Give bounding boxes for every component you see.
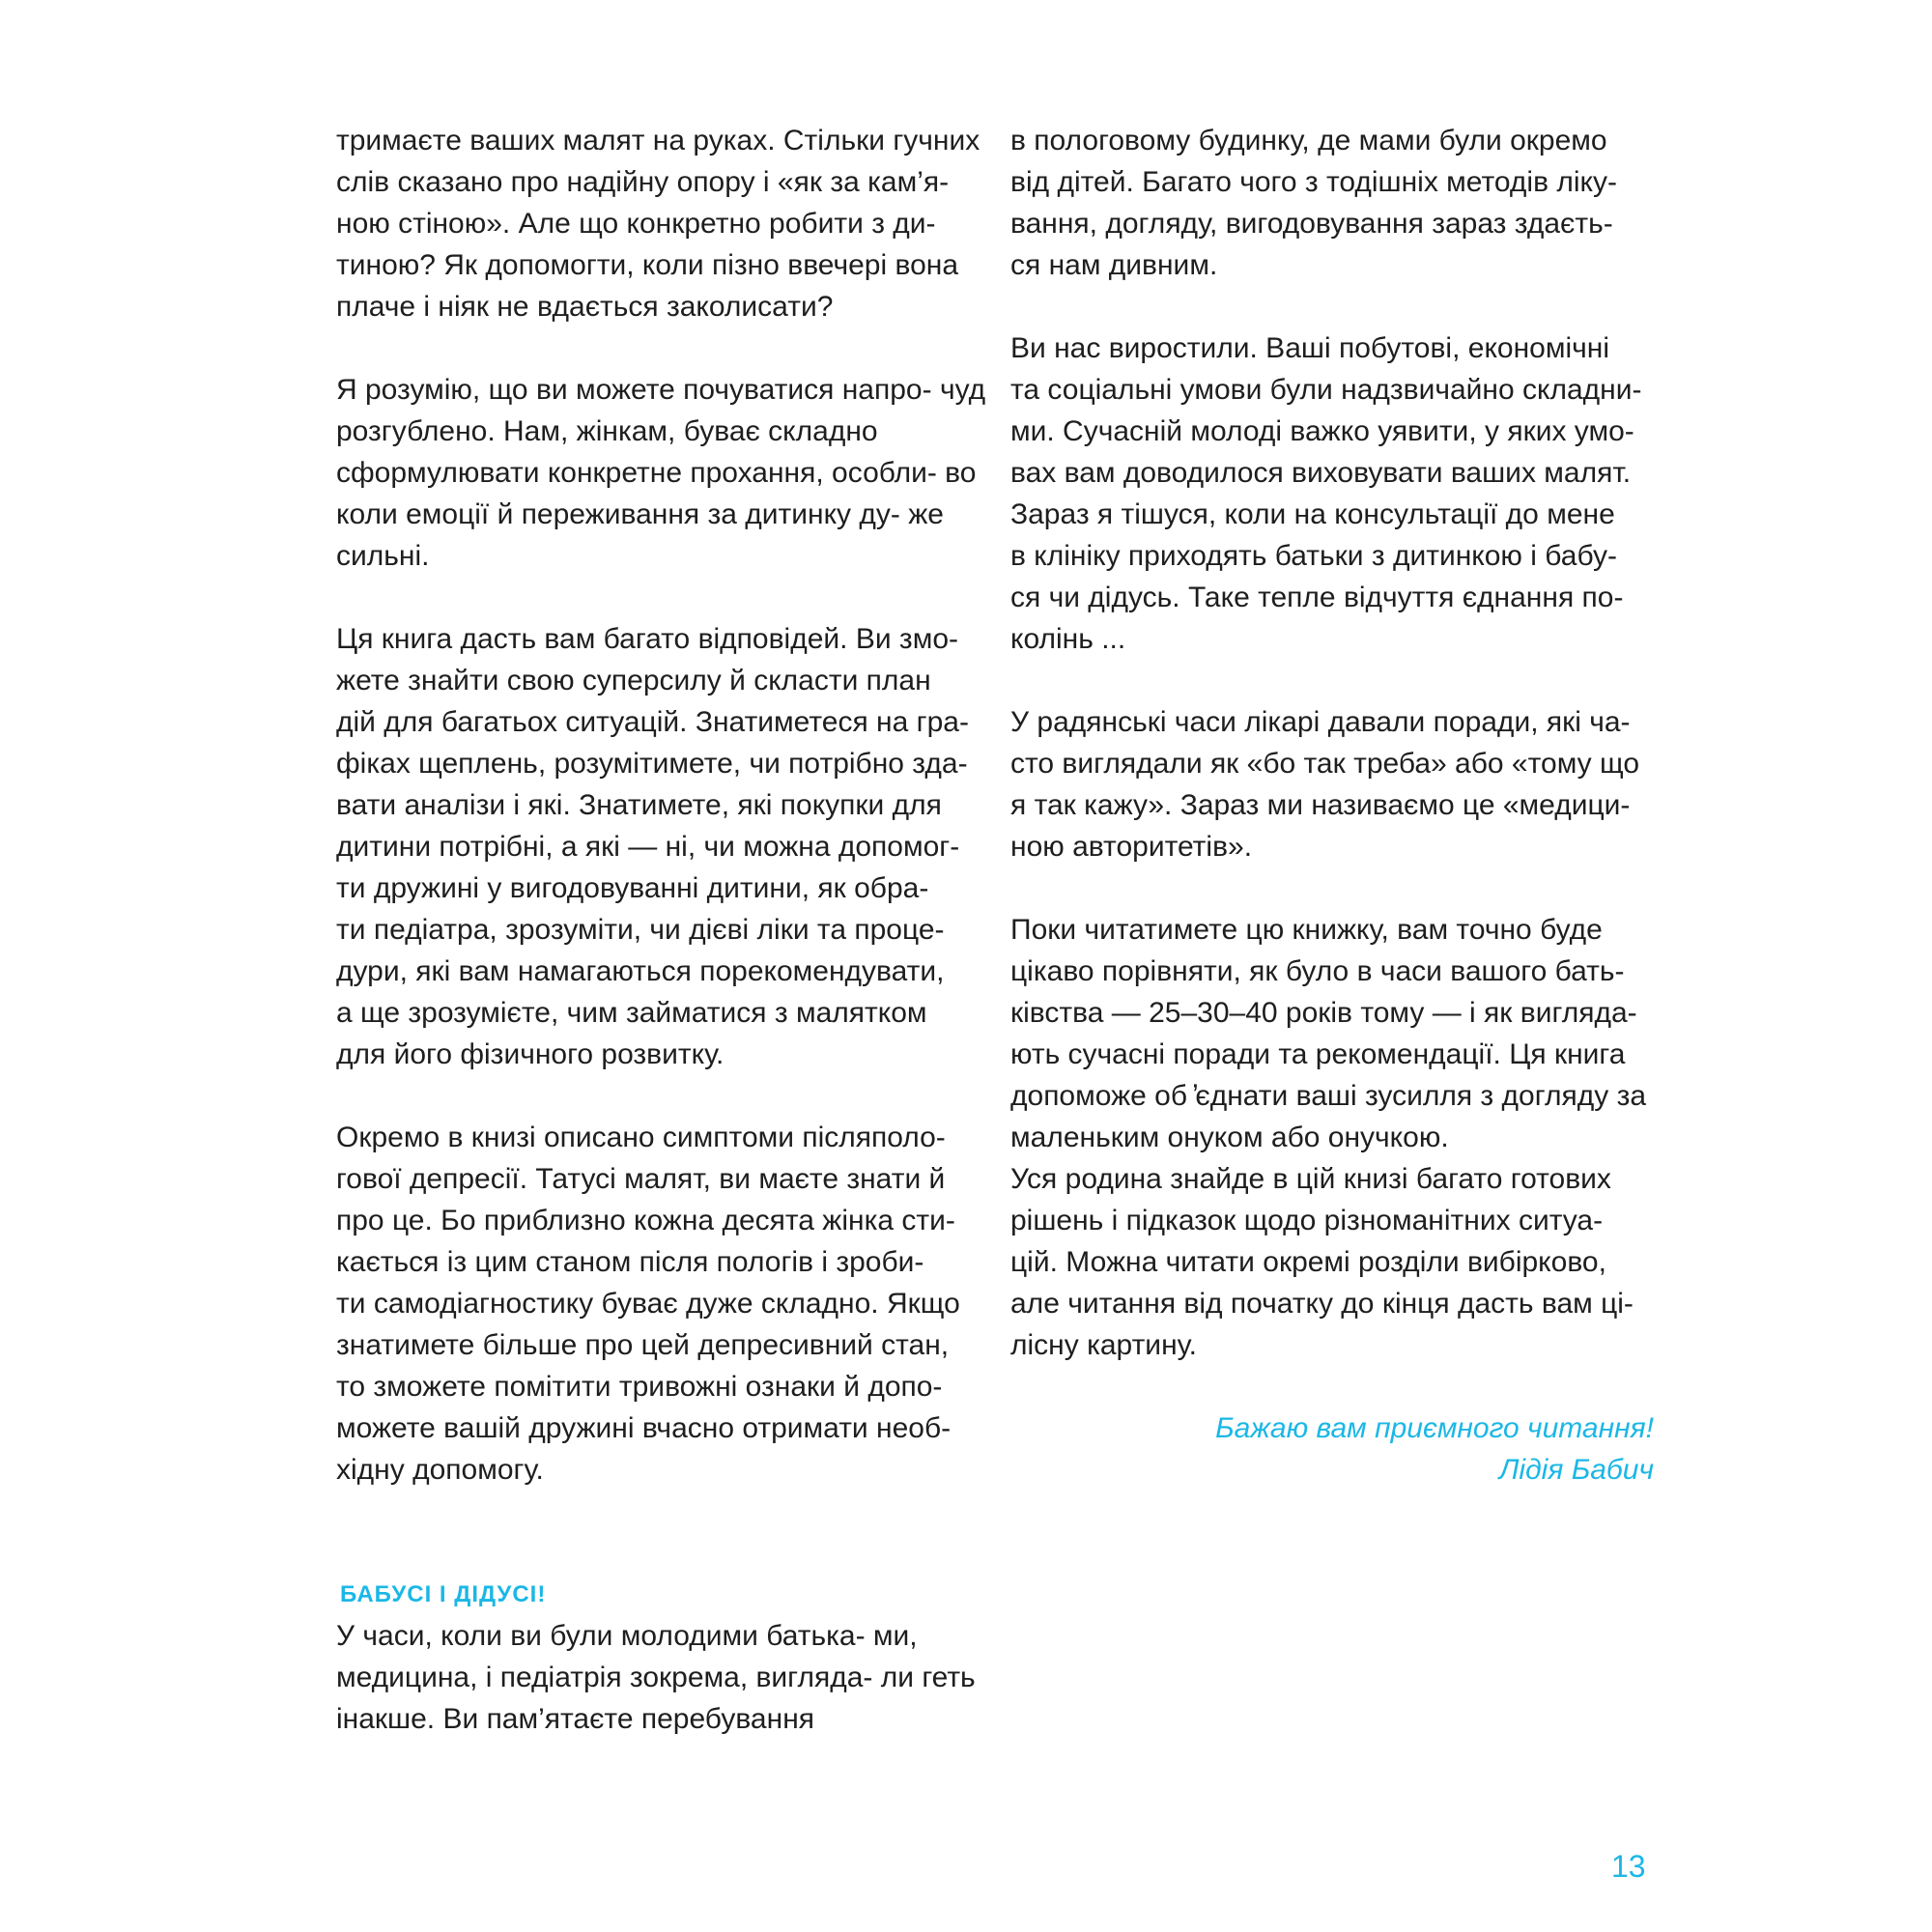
- text-line: а ще зрозумієте, чим займатися з малятком: [336, 997, 927, 1029]
- text-line: дитинку ду- же сильні.: [336, 498, 944, 572]
- text-line: ною авторитетів».: [1010, 831, 1253, 863]
- text-line: ти дружині у вигодовуванні дитини, як обра-: [336, 872, 929, 904]
- text-line: то зможете помітити тривожні ознаки й допо-: [336, 1371, 943, 1403]
- text-line: колінь ...: [1010, 623, 1126, 655]
- paragraph: [336, 618, 993, 1075]
- page-number: 13: [1611, 1849, 1646, 1884]
- text-line: У радянські часи лікарі давали поради, які ча-: [1010, 706, 1631, 738]
- paragraph: [1010, 120, 1667, 286]
- text-line: рекомендації. Ця книга допоможе об ̕єднати: [1010, 1038, 1626, 1112]
- author-signature: Лідія Бабич: [1498, 1454, 1654, 1486]
- text-line: ваші зусилля з догляду за маленьким онуком: [1010, 1080, 1647, 1153]
- text-line: ти самодіагностику буває дуже складно. Якщо: [336, 1288, 960, 1320]
- text-line: кається із цим станом після пологів і зроби-: [336, 1246, 924, 1278]
- section-heading: БАБУСІ І ДІДУСІ!: [340, 1581, 547, 1607]
- text-line: цій. Можна читати окремі розділи вибірково,: [1010, 1246, 1606, 1278]
- left-column: [336, 120, 993, 1740]
- text-line: вання, догляду, вигодовування зараз здаєть-: [1010, 208, 1613, 240]
- text-line: хідну допомогу.: [336, 1454, 544, 1486]
- text-line: Уся родина знайде в цій книзі багато готових: [1010, 1163, 1611, 1195]
- paragraph: [336, 1117, 993, 1491]
- text-line: ся нам дивним.: [1010, 249, 1218, 281]
- text-line: лісну картину.: [1010, 1329, 1197, 1361]
- text-line: я так кажу». Зараз ми називаємо це «медици-: [1010, 789, 1631, 821]
- text-line: гучних слів сказано про надійну опору і «як за: [336, 125, 980, 198]
- paragraph: [1010, 909, 1667, 1158]
- text-line: від дітей. Багато чого з тодішніх методів ліку-: [1010, 166, 1617, 198]
- text-line: Я розумію, що ви можете почуватися напро-: [336, 374, 932, 406]
- text-line: Зараз я тішуся, коли на консультації до мене: [1010, 498, 1615, 530]
- text-line: У часи, коли ви були молодими батька- ми,: [336, 1620, 918, 1652]
- text-line: але читання від початку до кінця дасть вам ці-: [1010, 1288, 1634, 1320]
- text-line: жете знайти свою суперсилу й скласти план: [336, 665, 931, 696]
- text-line: Поки читатимете цю книжку, вам точно буде: [1010, 914, 1603, 946]
- text-line: дури, які вам намагаються порекомендувати,: [336, 955, 945, 987]
- text-line: рішень і підказок щодо різноманітних ситуа-: [1010, 1205, 1604, 1236]
- text-line: та соціальні умови були надзвичайно складни-: [1010, 374, 1642, 406]
- paragraph: [1010, 701, 1667, 867]
- text-line: про це. Бо приблизно кожна десята жінка сти-: [336, 1205, 955, 1236]
- text-line: геть інакше. Ви пам’ятаєте перебування: [336, 1662, 976, 1735]
- text-line: чуд розгублено. Нам, жінкам, буває складно: [336, 374, 986, 447]
- text-line: вигляда- ють сучасні поради та: [1010, 997, 1637, 1070]
- text-line: в пологовому будинку, де мами були окремо: [1010, 125, 1607, 156]
- paragraph: [1010, 1158, 1667, 1366]
- text-line: вах вам доводилося виховувати ваших малят.: [1010, 457, 1632, 489]
- text-line: кам’я- ною стіною». Але що конкретно робити: [336, 166, 950, 240]
- text-line: ти педіатра, зрозуміти, чи дієві ліки та проце-: [336, 914, 945, 946]
- text-line: сформулювати конкретне прохання,: [336, 457, 824, 489]
- text-line: або онучкою.: [1270, 1122, 1449, 1153]
- right-column: [1010, 120, 1667, 1491]
- text-line: бать- ківства — 25–30–40 років тому — і як: [1010, 955, 1625, 1029]
- text-line: фіках щеплень, розумітимете, чи потрібно зда-: [336, 748, 968, 780]
- paragraph: [336, 369, 993, 577]
- text-line: ся чи дідусь. Таке тепле відчуття єднання по-: [1010, 582, 1624, 613]
- paragraph: [1010, 327, 1667, 660]
- text-line: можете вашій дружині вчасно отримати необ-: [336, 1412, 952, 1444]
- text-line: ми. Сучасній молоді важко уявити, у яких умо-: [1010, 415, 1634, 447]
- text-line: в клініку приходять батьки з дитинкою і бабу-: [1010, 540, 1617, 572]
- text-line: Ця книга дасть вам багато відповідей. Ви змо-: [336, 623, 958, 655]
- text-line: вона плаче і ніяк не вдається заколисати?: [336, 249, 959, 323]
- paragraph: [336, 1615, 993, 1740]
- text-line: знатимете більше про цей депресивний стан,: [336, 1329, 950, 1361]
- text-line: тримаєте ваших малят на руках. Стільки: [336, 125, 885, 156]
- text-line: гової депресії. Татусі малят, ви маєте знати й: [336, 1163, 946, 1195]
- text-line: сто виглядали як «бо так треба» або «тому що: [1010, 748, 1640, 780]
- text-line: Окремо в книзі описано симптоми післяполо-: [336, 1122, 946, 1153]
- text-line: вати аналізи і які. Знатимете, які покупки для: [336, 789, 942, 821]
- text-line: цікаво порівняти, як було в часи вашого: [1010, 955, 1548, 987]
- text-line: для його фізичного розвитку.: [336, 1038, 724, 1070]
- text-line: Ви нас виростили. Ваші побутові, економічні: [1010, 332, 1609, 364]
- text-line: з ди- тиною? Як допомогти, коли пізно ввечері: [336, 208, 936, 281]
- text-line: медицина, і педіатрія зокрема, вигляда- ли: [336, 1662, 914, 1693]
- text-line: особли- во коли емоції й переживання за: [336, 457, 977, 530]
- paragraph: [336, 120, 993, 327]
- text-line: дій для багатьох ситуацій. Знатиметеся на гра-: [336, 706, 969, 738]
- closing-wish: Бажаю вам приємного читання!: [1215, 1412, 1654, 1444]
- text-line: дитини потрібні, а які — ні, чи можна допомог-: [336, 831, 960, 863]
